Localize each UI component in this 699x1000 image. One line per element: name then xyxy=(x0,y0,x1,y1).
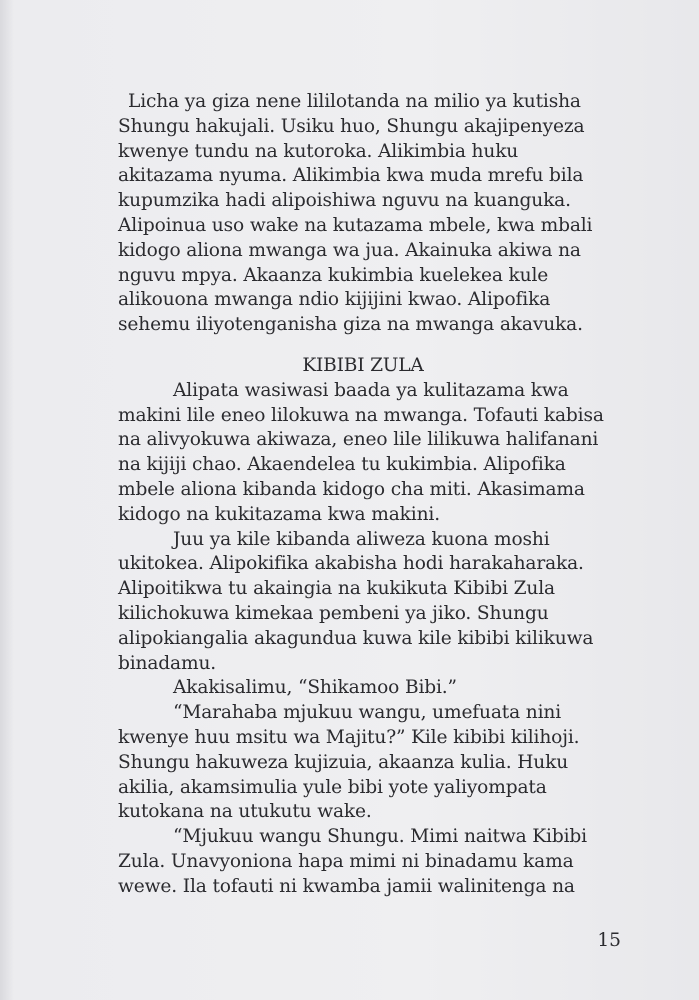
text-line: Alipoitikwa tu akaingia na kukikuta Kibibi Zula xyxy=(118,578,555,600)
text-line: kwenye tundu na kutoroka. Alikimbia huku xyxy=(118,140,519,162)
chapter-heading: KIBIBI ZULA xyxy=(302,354,424,376)
text-line: kidogo aliona mwanga wa jua. Akainuka akiwa na xyxy=(118,239,581,261)
text-line: Alipoinua uso wake na kutazama mbele, kwa mbali xyxy=(118,214,593,236)
paragraph-2 xyxy=(118,379,608,528)
text-line: kilichokuwa kimekaa pembeni ya jiko. Shungu xyxy=(118,602,549,624)
text-line: Juu ya kile kibanda aliweza kuona moshi xyxy=(173,528,550,550)
text-line: nguvu mpya. Akaanza kukimbia kuelekea kule xyxy=(118,264,549,286)
text-line: Alipata wasiwasi baada ya kulitazama kwa xyxy=(173,379,569,401)
paragraph-3 xyxy=(118,528,608,677)
text-line: Shungu hakujali. Usiku huo, Shungu akajipenyeza xyxy=(118,115,585,137)
text-line: “Mjukuu wangu Shungu. Mimi naitwa Kibibi xyxy=(173,826,587,848)
text-line: ukitokea. Alipokifika akabisha hodi harakaharaka. xyxy=(118,553,584,575)
paragraph-6 xyxy=(118,825,608,899)
text-line: Akakisalimu, “Shikamoo Bibi.” xyxy=(173,677,457,699)
text-line: kwenye huu msitu wa Majitu?” Kile kibibi kilihoji. xyxy=(118,726,580,748)
body-text xyxy=(118,90,608,900)
text-line: “Marahaba mjukuu wangu, umefuata nini xyxy=(173,702,562,724)
text-line: alikouona mwanga ndio kijijini kwao. Alipofika xyxy=(118,289,551,311)
page-number: 15 xyxy=(597,930,621,951)
text-line: alipokiangalia akagundua kuwa kile kibibi kilikuwa xyxy=(118,627,594,649)
paragraph-4 xyxy=(118,676,608,701)
text-line: na kijiji chao. Akaendelea tu kukimbia. Alipofika xyxy=(118,454,566,476)
text-line: wewe. Ila tofauti ni kwamba jamii walinitenga na xyxy=(118,875,575,897)
text-line: Shungu hakuweza kujizuia, akaanza kulia. Huku xyxy=(118,751,569,773)
text-line: akitazama nyuma. Alikimbia kwa muda mrefu bila xyxy=(118,165,584,187)
text-line: kutokana na utukutu wake. xyxy=(118,801,372,823)
text-line: binadamu. xyxy=(118,652,217,674)
text-line: akilia, akamsimulia yule bibi yote yaliyompata xyxy=(118,776,547,798)
text-line: Zula. Unavyoniona hapa mimi ni binadamu kama xyxy=(118,850,574,872)
text-line: mbele aliona kibanda kidogo cha miti. Akasimama xyxy=(118,478,585,500)
text-line: Licha ya giza nene lililotanda na milio ya kutisha xyxy=(128,91,581,112)
text-line: kidogo na kukitazama kwa makini. xyxy=(118,503,440,525)
text-line: sehemu iliyotenganisha giza na mwanga akavuka. xyxy=(118,314,583,336)
text-line: na alivyokuwa akiwaza, eneo lile lilikuwa halifanani xyxy=(118,429,599,451)
paragraph-1 xyxy=(118,90,608,338)
text-line: kupumzika hadi alipoishiwa nguvu na kuanguka. xyxy=(118,190,571,212)
text-line: makini lile eneo lilokuwa na mwanga. Tofauti kabisa xyxy=(118,404,604,426)
paragraph-5 xyxy=(118,701,608,825)
